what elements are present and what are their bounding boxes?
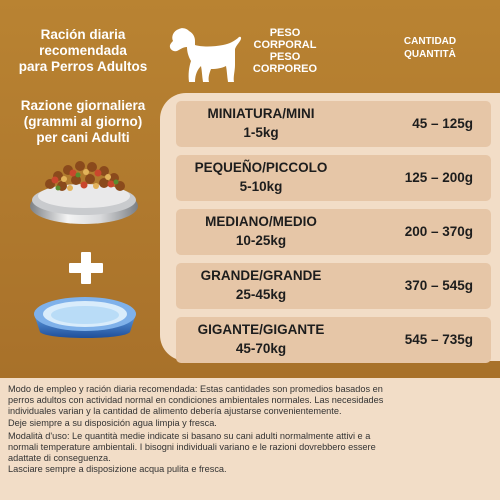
- instructions-it: [8, 431, 496, 476]
- instructions-text: [8, 384, 496, 478]
- row-size: [176, 266, 346, 304]
- weight-label: 5-10kg: [239, 179, 283, 194]
- cantidad-header: [380, 35, 480, 61]
- peso-line-2: CORPORAL: [253, 39, 317, 51]
- size-label: MINIATURA/MINI: [207, 106, 315, 121]
- peso-line-3: PESO: [269, 51, 301, 63]
- weight-label: 45-70kg: [235, 341, 287, 356]
- peso-line-1: PESO: [269, 27, 301, 39]
- peso-line-4: CORPOREO: [252, 63, 318, 75]
- row-size: [176, 158, 346, 196]
- water-bowl-icon: [32, 292, 138, 344]
- instructions-it-line: Modalità d'uso: Le quantità medie indicate si basano su cani adulti normalmente attivi e a: [8, 430, 371, 441]
- instructions-es: [8, 384, 496, 429]
- plus-icon: [66, 250, 106, 286]
- daily-ration-title-es: [8, 27, 158, 75]
- instructions-es-line: individuales varian y la cantidad de alimento debería ajustarse convenientemente.: [8, 406, 342, 417]
- instructions-it-line: Lasciare sempre a disposizione acqua pulita e fresca.: [8, 464, 227, 475]
- title-es-line-3: para Perros Adultos: [18, 59, 148, 74]
- weight-label: 10-25kg: [235, 233, 287, 248]
- instructions-it-line: adattate di conseguenza.: [8, 453, 111, 464]
- instructions-panel: [0, 378, 500, 500]
- amount-label: 370 – 545g: [404, 278, 473, 293]
- title-es-line-1: Ración diaria: [40, 27, 126, 42]
- amount-label: 545 – 735g: [404, 332, 473, 347]
- peso-header: [250, 27, 320, 75]
- row-size: [176, 104, 346, 142]
- title-it-line-2: (grammi al giorno): [23, 114, 143, 129]
- table-row: [176, 209, 491, 255]
- size-label: GIGANTE/GIGANTE: [197, 322, 325, 337]
- table-row: [176, 317, 491, 363]
- table-row: [176, 155, 491, 201]
- amount-label: 125 – 200g: [404, 170, 473, 185]
- instructions-es-line: perros adultos con actividad normal en condiciones ambientales normales. Las necesidades: [8, 395, 384, 406]
- size-label: GRANDE/GRANDE: [200, 268, 322, 283]
- daily-ration-title-it: [8, 98, 158, 146]
- table-row: [176, 101, 491, 147]
- dog-silhouette-icon: [167, 25, 247, 85]
- weight-label: 25-45kg: [235, 287, 287, 302]
- weight-label: 1-5kg: [243, 125, 279, 140]
- instructions-es-line: Deje siempre a su disposición agua limpia y fresca.: [8, 417, 217, 428]
- cantidad-line-1: CANTIDAD: [403, 36, 457, 47]
- size-label: PEQUEÑO/PICCOLO: [194, 160, 328, 175]
- instructions-it-line: normali temperature ambientali. I bisogni individuali variano e le razioni dovrebbero essere: [8, 442, 376, 453]
- cantidad-line-2: QUANTITÀ: [404, 49, 456, 60]
- table-row: [176, 263, 491, 309]
- instructions-es-line: Modo de empleo y ración diaria recomendada: Estas cantidades son promedios basados en: [8, 384, 383, 394]
- title-es-line-2: recomendada: [39, 43, 127, 58]
- amount-label: 45 – 125g: [412, 116, 473, 131]
- food-bowl-icon: [28, 150, 140, 226]
- title-it-line-1: Razione giornaliera: [20, 98, 146, 113]
- size-label: MEDIANO/MEDIO: [205, 214, 317, 229]
- amount-label: 200 – 370g: [404, 224, 473, 239]
- row-size: [176, 212, 346, 250]
- title-it-line-3: per cani Adulti: [36, 130, 130, 145]
- row-size: [176, 320, 346, 358]
